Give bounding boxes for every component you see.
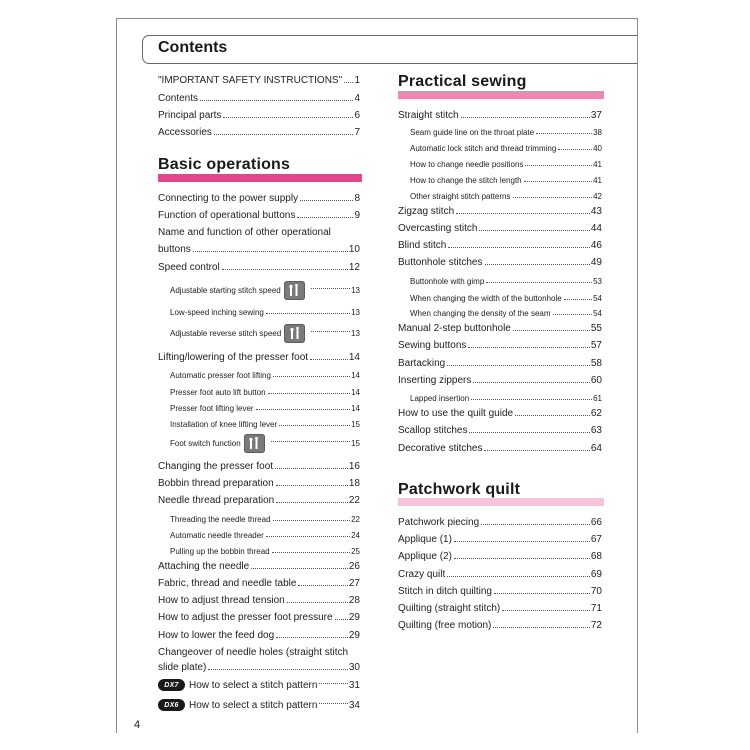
toc-entry-page: 62 — [590, 408, 602, 419]
toc-entry-page: 54 — [593, 309, 602, 318]
toc-entry-page: 42 — [593, 192, 602, 201]
dot-leader — [200, 100, 353, 101]
toc-entry-page: 10 — [348, 244, 360, 255]
toc-entry-page: 63 — [590, 425, 602, 436]
dot-leader — [276, 637, 348, 638]
dot-leader — [454, 558, 590, 559]
dot-leader — [271, 441, 350, 442]
dot-leader — [524, 181, 592, 182]
toc-entry — [410, 187, 602, 201]
toc-entry-title: Inserting zippers — [398, 375, 472, 386]
toc-entry-page: 7 — [354, 127, 360, 138]
dot-leader — [319, 683, 347, 684]
toc-entry-page: 43 — [590, 206, 602, 217]
toc-entry-page: 69 — [590, 569, 602, 580]
toc-entry-page: 22 — [351, 515, 360, 524]
toc-entry-page: 14 — [351, 371, 360, 380]
dot-leader — [266, 536, 350, 537]
toc-entry-title: Speed control — [158, 262, 220, 273]
toc-entry-title: Buttonhole stitches — [398, 257, 483, 268]
toc-entry — [158, 698, 360, 712]
dot-leader — [310, 359, 348, 360]
toc-entry-page: 44 — [590, 223, 602, 234]
toc-entry-page: 67 — [590, 534, 602, 545]
dot-leader — [485, 264, 590, 265]
toc-entry-page: 14 — [348, 352, 360, 363]
toc-entry — [398, 237, 602, 251]
needle-thread-icon — [284, 281, 305, 300]
dot-leader — [279, 425, 350, 426]
dot-leader — [486, 282, 592, 283]
toc-entry-page: 1 — [354, 75, 360, 86]
toc-entry — [170, 433, 360, 453]
toc-entry-title: Applique (2) — [398, 551, 452, 562]
toc-entry — [398, 566, 602, 580]
toc-entry — [170, 415, 360, 429]
toc-entry-title: Buttonhole with gimp — [410, 277, 485, 286]
needle-thread-icon — [244, 434, 265, 453]
toc-entry-title: Automatic lock stitch and thread trimming — [410, 144, 557, 153]
toc-entry-page: 29 — [348, 630, 360, 641]
model-badge: DX7 — [158, 679, 185, 691]
dot-leader — [319, 703, 347, 704]
toc-entry-title: How to lower the feed dog — [158, 630, 275, 641]
dot-leader — [272, 552, 350, 553]
toc-entry-title: Presser foot auto lift button — [170, 388, 266, 397]
dot-leader — [208, 669, 348, 670]
dot-leader — [335, 619, 348, 620]
toc-entry-title: How to select a stitch pattern — [189, 699, 318, 711]
dot-leader — [502, 610, 590, 611]
toc-entry-page: 8 — [354, 193, 360, 204]
dot-leader — [479, 230, 589, 231]
toc-entry — [158, 349, 360, 363]
toc-entry — [398, 617, 602, 631]
toc-entry-title: Presser foot lifting lever — [170, 404, 254, 413]
toc-entry — [158, 259, 360, 273]
section-bar-basic — [158, 174, 362, 182]
toc-entry-page: 15 — [351, 420, 360, 429]
toc-entry-title: Bobbin thread preparation — [158, 478, 274, 489]
dot-leader — [525, 165, 592, 166]
dot-leader — [513, 330, 590, 331]
toc-entry — [158, 609, 360, 623]
toc-entry-title: How to adjust thread tension — [158, 595, 285, 606]
toc-entry-page: 55 — [590, 323, 602, 334]
toc-entry-page: 70 — [590, 586, 602, 597]
toc-entry-page: 13 — [351, 308, 360, 317]
toc-entry-title: Crazy quilt — [398, 569, 446, 580]
toc-entry-title: Name and function of other operational — [158, 227, 331, 238]
dot-leader — [266, 313, 350, 314]
dot-leader — [513, 197, 593, 198]
toc-entry — [170, 280, 360, 300]
toc-entry-page: 61 — [593, 394, 602, 403]
dot-leader — [536, 133, 592, 134]
toc-entry — [398, 422, 602, 436]
dot-leader — [515, 415, 590, 416]
dot-leader — [344, 82, 353, 83]
toc-entry-title: Applique (1) — [398, 534, 452, 545]
section-bar-patchwork — [398, 498, 604, 506]
toc-entry — [410, 272, 602, 286]
section-title-basic-operations: Basic operations — [158, 156, 291, 173]
toc-entry-title: How to select a stitch pattern — [189, 679, 318, 691]
toc-entry-page: 66 — [590, 517, 602, 528]
toc-entry — [410, 289, 602, 303]
toc-entry-title: Principal parts — [158, 110, 222, 121]
toc-entry-title: Blind stitch — [398, 240, 447, 251]
toc-entry — [158, 492, 360, 506]
toc-entry-page: 9 — [354, 210, 360, 221]
toc-entry — [170, 323, 360, 343]
toc-entry-page: 40 — [593, 144, 602, 153]
toc-entry-page: 72 — [590, 620, 602, 631]
dot-leader — [461, 117, 590, 118]
toc-entry — [158, 207, 360, 221]
dot-leader — [311, 331, 350, 332]
toc-entry-page: 41 — [593, 176, 602, 185]
toc-entry-title: Accessories — [158, 127, 212, 138]
toc-entry — [398, 440, 602, 454]
toc-entry — [398, 320, 602, 334]
toc-entry-title: slide plate) — [158, 662, 207, 673]
toc-entry-page: 14 — [351, 388, 360, 397]
toc-entry-title: Lifting/lowering of the presser foot — [158, 352, 309, 363]
toc-entry-page: 13 — [351, 285, 360, 295]
toc-entry-title: Connecting to the power supply — [158, 193, 299, 204]
dot-leader — [273, 520, 351, 521]
toc-entry-page: 68 — [590, 551, 602, 562]
dot-leader — [484, 450, 589, 451]
toc-entry-title: Seam guide line on the throat plate — [410, 128, 535, 137]
dot-leader — [493, 627, 590, 628]
toc-entry-page: 34 — [348, 699, 360, 711]
toc-entry — [398, 600, 602, 614]
toc-entry-page: 16 — [348, 461, 360, 472]
toc-entry-page: 22 — [348, 495, 360, 506]
dot-leader — [311, 288, 350, 289]
toc-entry-page: 49 — [590, 257, 602, 268]
toc-entry-page: 53 — [593, 277, 602, 286]
toc-entry-page: 31 — [348, 679, 360, 691]
toc-entry-title: Sewing buttons — [398, 340, 467, 351]
toc-entry — [398, 107, 602, 121]
toc-entry-page: 54 — [593, 294, 602, 303]
toc-entry-title: Scallop stitches — [398, 425, 468, 436]
dot-leader — [275, 468, 348, 469]
dot-leader — [222, 269, 348, 270]
toc-entry — [158, 475, 360, 489]
toc-entry-title: Pulling up the bobbin thread — [170, 547, 270, 556]
toc-entry — [398, 254, 602, 268]
toc-entry-page: 24 — [351, 531, 360, 540]
toc-entry — [170, 383, 360, 397]
toc-entry — [158, 592, 360, 606]
toc-entry-title: Installation of knee lifting lever — [170, 420, 278, 429]
toc-entry — [158, 72, 360, 86]
toc-entry-title: How to change needle positions — [410, 160, 524, 169]
toc-entry-title: Foot switch function — [170, 438, 241, 448]
dot-leader — [456, 213, 590, 214]
toc-entry-title: Lapped insertion — [410, 394, 470, 403]
toc-entry-page: 30 — [348, 662, 360, 673]
toc-entry-title: Automatic presser foot lifting — [170, 371, 271, 380]
section-title-patchwork-quilt: Patchwork quilt — [398, 481, 521, 498]
dot-leader — [447, 365, 590, 366]
toc-entry-title: Function of operational buttons — [158, 210, 296, 221]
toc-entry-title: When changing the width of the buttonhole — [410, 294, 562, 303]
toc-entry-title: How to change the stitch length — [410, 176, 522, 185]
dot-leader — [214, 134, 354, 135]
toc-entry-title: When changing the density of the seam — [410, 309, 551, 318]
toc-entry-title: "IMPORTANT SAFETY INSTRUCTIONS" — [158, 75, 343, 86]
toc-entry-title: Patchwork piecing — [398, 517, 480, 528]
toc-entry-page: 4 — [354, 93, 360, 104]
dot-leader — [297, 217, 353, 218]
toc-entry — [170, 399, 360, 413]
toc-entry — [398, 203, 602, 217]
toc-entry — [158, 627, 360, 641]
dot-leader — [481, 524, 590, 525]
toc-entry — [410, 139, 602, 153]
toc-entry — [170, 366, 360, 380]
toc-entry — [158, 124, 360, 138]
section-bar-practical — [398, 91, 604, 99]
dot-leader — [251, 568, 348, 569]
toc-entry-title: Attaching the needle — [158, 561, 250, 572]
toc-entry — [158, 190, 360, 204]
toc-entry — [410, 123, 602, 137]
dot-leader — [300, 200, 353, 201]
toc-entry-title: Bartacking — [398, 358, 446, 369]
toc-entry-title: Quilting (straight stitch) — [398, 603, 501, 614]
toc-entry-page: 26 — [348, 561, 360, 572]
toc-entry — [410, 171, 602, 185]
toc-entry — [158, 90, 360, 104]
toc-entry — [398, 372, 602, 386]
toc-entry — [170, 542, 360, 556]
toc-entry-title: Fabric, thread and needle table — [158, 578, 297, 589]
toc-entry — [158, 575, 360, 589]
dot-leader — [256, 409, 351, 410]
toc-entry-page: 60 — [590, 375, 602, 386]
dot-leader — [494, 593, 590, 594]
toc-entry-page: 27 — [348, 578, 360, 589]
toc-entry-page: 57 — [590, 340, 602, 351]
toc-entry-page: 18 — [348, 478, 360, 489]
toc-entry — [398, 405, 602, 419]
toc-entry-title: Decorative stitches — [398, 443, 483, 454]
toc-entry-page: 14 — [351, 404, 360, 413]
toc-entry-title: Threading the needle thread — [170, 515, 271, 524]
toc-entry-title: Adjustable reverse stitch speed — [170, 328, 282, 338]
dot-leader — [564, 299, 592, 300]
toc-entry — [170, 510, 360, 524]
page-title: Contents — [158, 39, 228, 56]
toc-entry — [158, 644, 360, 658]
toc-entry — [410, 389, 602, 403]
toc-entry-page: 13 — [351, 328, 360, 338]
toc-entry-title: Changeover of needle holes (straight stitch — [158, 647, 349, 658]
toc-entry — [170, 526, 360, 540]
toc-entry — [398, 337, 602, 351]
dot-leader — [193, 251, 348, 252]
dot-leader — [473, 382, 590, 383]
toc-entry-page: 15 — [351, 438, 360, 448]
toc-entry-title: Other straight stitch patterns — [410, 192, 511, 201]
toc-entry — [410, 304, 602, 318]
toc-entry-page: 25 — [351, 547, 360, 556]
dot-leader — [558, 149, 592, 150]
needle-thread-icon — [284, 324, 305, 343]
toc-entry-title: Quilting (free motion) — [398, 620, 492, 631]
toc-entry — [158, 107, 360, 121]
toc-entry — [170, 303, 360, 317]
toc-entry — [398, 583, 602, 597]
toc-entry — [398, 355, 602, 369]
toc-entry-page: 38 — [593, 128, 602, 137]
toc-entry-title: Contents — [158, 93, 199, 104]
toc-entry-title: Overcasting stitch — [398, 223, 478, 234]
toc-entry — [398, 514, 602, 528]
toc-entry — [158, 558, 360, 572]
toc-entry-page: 6 — [354, 110, 360, 121]
page-number: 4 — [134, 719, 141, 731]
toc-entry-title: How to use the quilt guide — [398, 408, 514, 419]
toc-entry-page: 29 — [348, 612, 360, 623]
dot-leader — [276, 502, 348, 503]
dot-leader — [268, 393, 350, 394]
toc-entry — [158, 224, 360, 238]
toc-entry-page: 58 — [590, 358, 602, 369]
toc-entry-page: 64 — [590, 443, 602, 454]
dot-leader — [273, 376, 350, 377]
toc-entry — [158, 241, 360, 255]
dot-leader — [468, 347, 589, 348]
toc-entry — [158, 659, 360, 673]
toc-entry-title: Needle thread preparation — [158, 495, 275, 506]
dot-leader — [287, 602, 348, 603]
toc-entry-title: Low-speed inching sewing — [170, 308, 264, 317]
dot-leader — [454, 541, 590, 542]
dot-leader — [298, 585, 347, 586]
toc-entry — [398, 220, 602, 234]
dot-leader — [223, 117, 353, 118]
toc-entry-page: 41 — [593, 160, 602, 169]
toc-entry-page: 12 — [348, 262, 360, 273]
toc-entry-title: Adjustable starting stitch speed — [170, 285, 281, 295]
toc-entry-page: 71 — [590, 603, 602, 614]
dot-leader — [469, 432, 589, 433]
toc-entry-title: Straight stitch — [398, 110, 459, 121]
toc-entry-title: Stitch in ditch quilting — [398, 586, 492, 597]
toc-entry-title: How to adjust the presser foot pressure — [158, 612, 333, 623]
toc-entry-title: Automatic needle threader — [170, 531, 264, 540]
toc-entry-page: 28 — [348, 595, 360, 606]
model-badge: DX6 — [158, 699, 185, 711]
toc-entry-page: 46 — [590, 240, 602, 251]
dot-leader — [448, 247, 590, 248]
dot-leader — [471, 399, 592, 400]
section-title-practical-sewing: Practical sewing — [398, 73, 527, 90]
toc-entry — [398, 531, 602, 545]
toc-entry — [158, 458, 360, 472]
toc-entry — [398, 548, 602, 562]
toc-entry — [410, 155, 602, 169]
dot-leader — [276, 485, 348, 486]
dot-leader — [553, 314, 593, 315]
toc-entry — [158, 678, 360, 692]
toc-entry-title: Zigzag stitch — [398, 206, 455, 217]
toc-entry-title: Manual 2-step buttonhole — [398, 323, 511, 334]
dot-leader — [447, 576, 590, 577]
toc-entry-title: buttons — [158, 244, 191, 255]
toc-entry-page: 37 — [590, 110, 602, 121]
toc-entry-title: Changing the presser foot — [158, 461, 274, 472]
